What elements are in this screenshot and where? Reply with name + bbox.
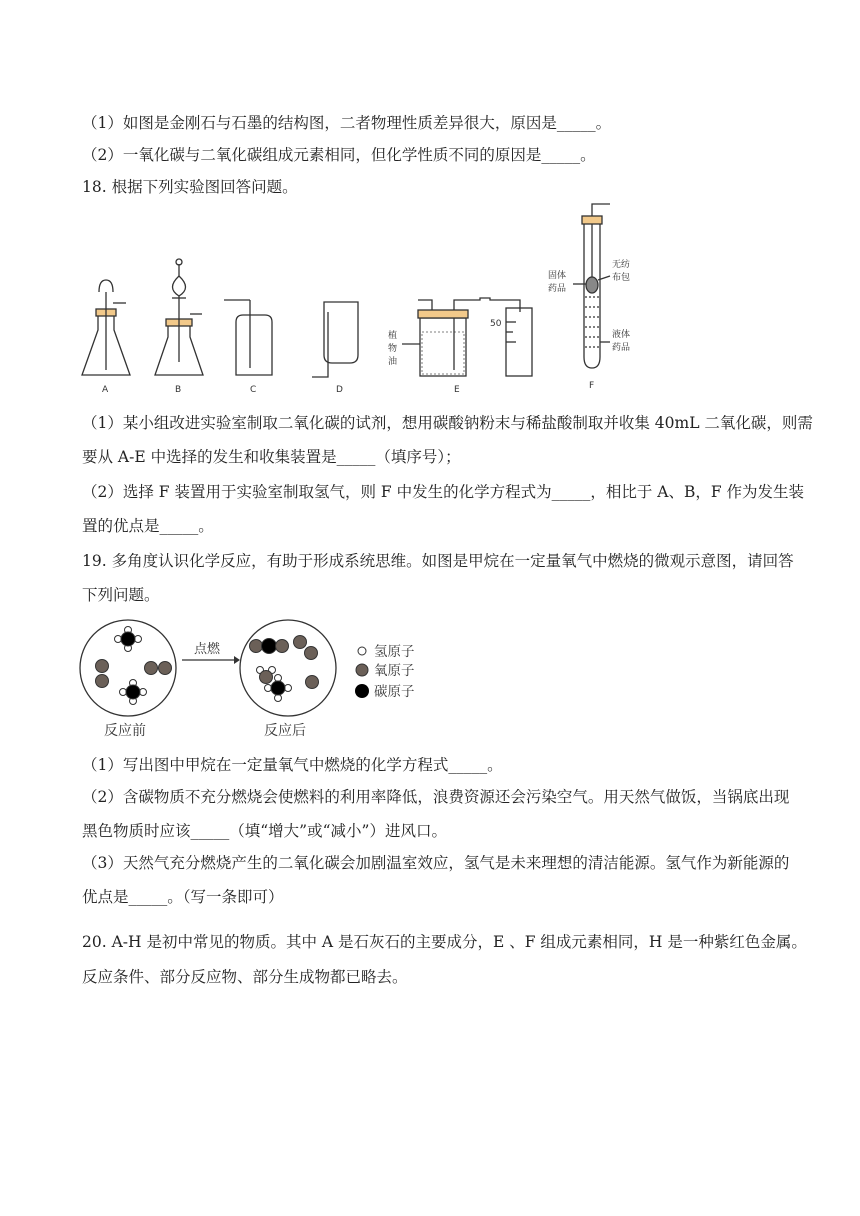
molecule-water — [257, 667, 276, 684]
label-liquid-2: 药品 — [612, 343, 631, 353]
molecule-methane — [115, 627, 142, 652]
q19-title-a: 19. 多角度认识化学反应，有助于形成系统思维。如图是甲烷在一定量氧气中燃烧的微观示意图，请回答 — [82, 552, 794, 570]
q19-part1: （1）写出图中甲烷在一定量氧气中燃烧的化学方程式_____。 — [82, 756, 503, 774]
q20-line2: 反应条件、部分反应物、部分生成物都已略去。 — [82, 968, 408, 986]
q18-part1b: 要从 A-E 中选择的发生和收集装置是_____（填序号）； — [82, 448, 461, 466]
legend-hydrogen: 氢原子 — [374, 644, 415, 660]
legend-oxygen-marker — [356, 664, 368, 676]
apparatus-c — [224, 300, 272, 375]
label-50: 50 — [490, 319, 502, 329]
label-bag-2: 布包 — [612, 273, 631, 283]
molecule-oxygen — [145, 662, 172, 675]
q17-part2: （2）一氧化碳与二氧化碳组成元素相同，但化学性质不同的原因是_____。 — [82, 146, 596, 164]
label-solid-1: 固体 — [548, 271, 567, 281]
label-e: E — [454, 385, 460, 395]
reaction-arrow — [182, 656, 240, 664]
apparatus-b — [155, 259, 203, 375]
molecule-oxygen — [96, 660, 109, 688]
apparatus-f — [573, 204, 610, 368]
apparatus-e — [402, 298, 532, 376]
q18-part1a: （1）某小组改进实验室制取二氧化碳的试剂，想用碳酸钠粉末与稀盐酸制取并收集 40mL 二氧化碳，则需 — [82, 414, 813, 432]
label-c: C — [250, 385, 257, 395]
label-oil-2: 物 — [388, 344, 398, 354]
methane-combustion-diagram — [78, 618, 458, 738]
label-oil-1: 植 — [388, 331, 398, 341]
apparatus-a — [82, 280, 130, 375]
legend-hydrogen-marker — [358, 647, 366, 655]
q18-part2a: （2）选择 F 装置用于实验室制取氢气，则 F 中发生的化学方程式为_____，相比于 A、B，F 作为发生装 — [82, 483, 805, 501]
q19-part2a: （2）含碳物质不充分燃烧会使燃料的利用率降低，浪费资源还会污染空气。用天然气做饭，当锅底出现 — [82, 788, 790, 806]
q19-part3a: （3）天然气充分燃烧产生的二氧化碳会加剧温室效应，氢气是未来理想的清洁能源。氢气作为新能源的 — [82, 854, 790, 872]
label-bag-1: 无纺 — [612, 260, 631, 270]
q19-part2b: 黑色物质时应该_____（填“增大”或“减小”）进风口。 — [82, 822, 447, 840]
legend-oxygen: 氧原子 — [374, 663, 415, 679]
molecule-carbon-dioxide — [250, 639, 289, 654]
label-liquid-1: 液体 — [612, 330, 631, 340]
q19-part3b: 优点是_____。（写一条即可） — [82, 888, 284, 906]
molecule-carbon-monoxide — [294, 636, 318, 660]
lab-apparatus-figure — [70, 192, 650, 402]
label-b: B — [175, 385, 182, 395]
molecule-oxygen-atom — [306, 676, 319, 689]
molecule-methane — [120, 680, 147, 705]
apparatus-d — [312, 302, 358, 377]
label-solid-2: 药品 — [548, 284, 567, 294]
legend-carbon-marker — [355, 684, 369, 698]
label-before: 反应前 — [104, 723, 146, 738]
after-circle — [240, 620, 336, 716]
label-a: A — [102, 385, 109, 395]
q20-line1: 20. A-H 是初中常见的物质。其中 A 是石灰石的主要成分，E 、F 组成元素相同，H 是一种紫红色金属。 — [82, 933, 807, 951]
label-after: 反应后 — [264, 723, 306, 738]
label-d: D — [336, 385, 343, 395]
q18-part2b: 置的优点是_____。 — [82, 517, 214, 535]
q19-title-b: 下列问题。 — [82, 586, 160, 604]
label-f: F — [589, 381, 595, 391]
legend-carbon: 碳原子 — [374, 684, 415, 700]
arrow-label: 点燃 — [194, 642, 221, 657]
q18-title: 18. 根据下列实验图回答问题。 — [82, 178, 298, 196]
atom-legend — [355, 644, 415, 700]
q17-part1: （1）如图是金刚石与石墨的结构图，二者物理性质差异很大，原因是_____。 — [82, 114, 612, 132]
label-oil-3: 油 — [388, 357, 398, 367]
